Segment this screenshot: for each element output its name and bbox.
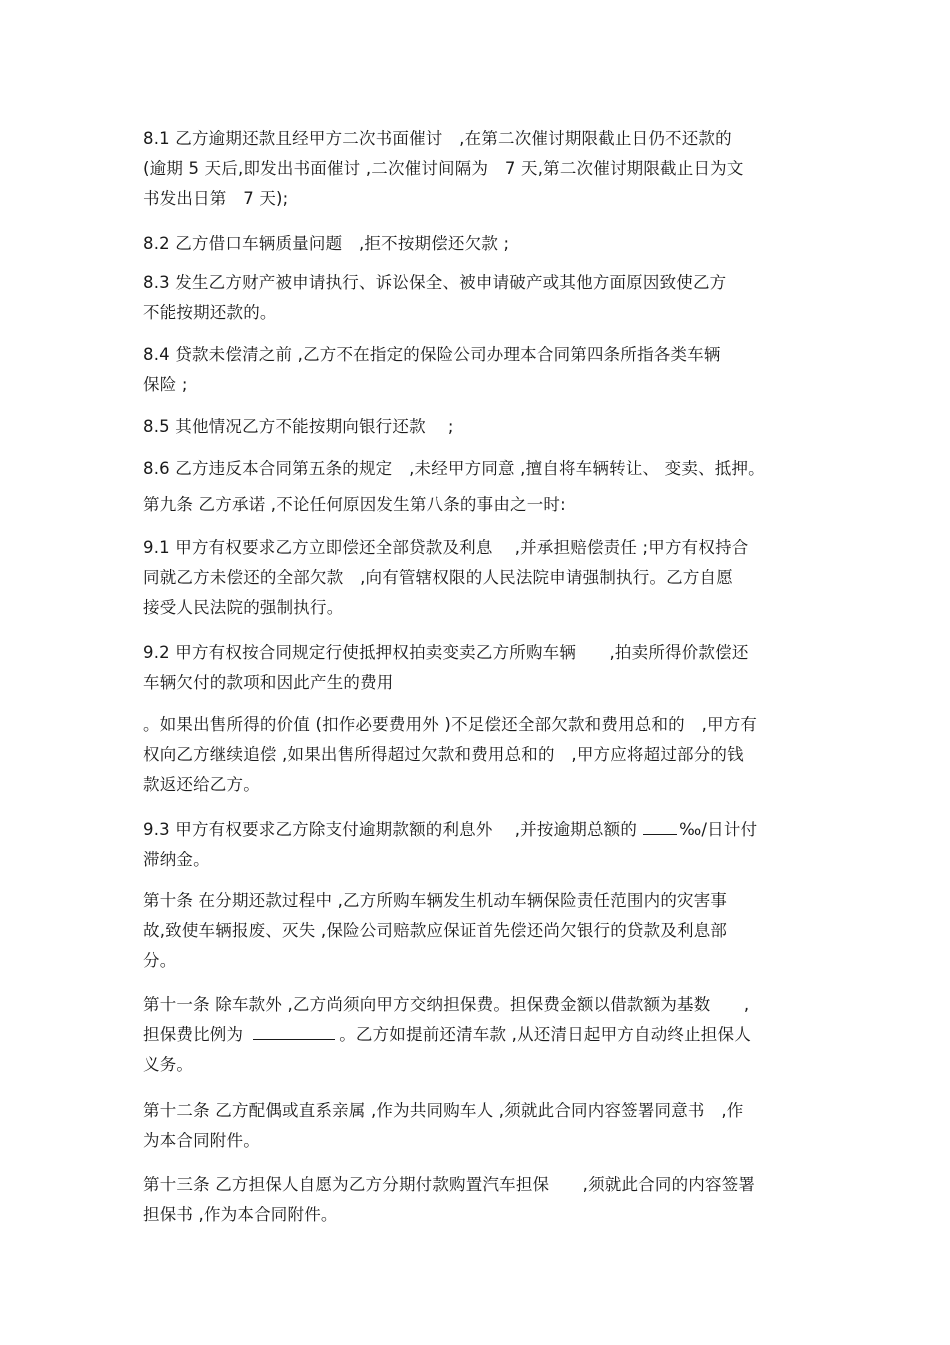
article-9 bbox=[143, 490, 813, 520]
clause-8-4-line-2: 保险 ; bbox=[143, 375, 188, 394]
article-12-line-2: 为本合同附件。 bbox=[143, 1131, 260, 1150]
clause-9-2-line-2: 车辆欠付的款项和因此产生的费用 bbox=[143, 673, 394, 692]
guarantee-fee-ratio-blank bbox=[253, 1021, 335, 1040]
clause-8-1 bbox=[143, 124, 813, 214]
clause-9-2 bbox=[143, 638, 813, 698]
article-11-text-after-blank: 。乙方如提前还清车款 ,从还清日起甲方自动终止担保人 bbox=[339, 1025, 751, 1044]
clause-9-3-line-1 bbox=[143, 815, 813, 845]
clause-8-4 bbox=[143, 340, 813, 400]
article-11-line-1: 第十一条 除车款外 ,乙方尚须向甲方交纳担保费。担保费金额以借款额为基数 , bbox=[143, 995, 750, 1014]
clause-8-3-line-1: 8.3 发生乙方财产被申请执行、诉讼保全、被申请破产或其他方面原因致使乙方 bbox=[143, 273, 727, 292]
clause-8-6 bbox=[143, 454, 813, 484]
article-10-line-1: 第十条 在分期还款过程中 ,乙方所购车辆发生机动车辆保险责任范围内的灾害事 bbox=[143, 891, 728, 910]
article-11-line-3: 义务。 bbox=[143, 1055, 194, 1074]
clause-8-5-line-1: 8.5 其他情况乙方不能按期向银行还款 ; bbox=[143, 417, 454, 436]
article-12-line-1: 第十二条 乙方配偶或直系亲属 ,作为共同购车人 ,须就此合同内容签署同意书 ,作 bbox=[143, 1101, 744, 1120]
article-13 bbox=[143, 1170, 813, 1230]
clause-9-3-text-before-blank: 9.3 甲方有权要求乙方除支付逾期款额的利息外 ,并按逾期总额的 bbox=[143, 820, 638, 839]
clause-9-3-line-2: 滞纳金。 bbox=[143, 850, 210, 869]
clause-8-3-line-2: 不能按期还款的。 bbox=[143, 303, 277, 322]
article-13-line-1: 第十三条 乙方担保人自愿为乙方分期付款购置汽车担保 ,须就此合同的内容签署 bbox=[143, 1175, 756, 1194]
clause-8-1-line-2: (逾期 5 天后,即发出书面催讨 ,二次催讨间隔为 7 天,第二次催讨期限截止日为文 bbox=[143, 159, 744, 178]
article-9-line-1: 第九条 乙方承诺 ,不论任何原因发生第八条的事由之一时: bbox=[143, 495, 566, 514]
clause-8-1-line-1: 8.1 乙方逾期还款且经甲方二次书面催讨 ,在第二次催讨期限截止日仍不还款的 bbox=[143, 129, 732, 148]
article-10-line-2: 故,致使车辆报废、灭失 ,保险公司赔款应保证首先偿还尚欠银行的贷款及利息部 bbox=[143, 921, 728, 940]
penalty-rate-blank bbox=[643, 816, 677, 835]
article-10-line-3: 分。 bbox=[143, 951, 177, 970]
article-13-line-2: 担保书 ,作为本合同附件。 bbox=[143, 1205, 338, 1224]
article-11-text-before-blank: 担保费比例为 bbox=[143, 1025, 244, 1044]
article-11 bbox=[143, 990, 813, 1080]
clause-9-2-line-1: 9.2 甲方有权按合同规定行使抵押权拍卖变卖乙方所购车辆 ,拍卖所得价款偿还 bbox=[143, 643, 749, 662]
clause-9-1 bbox=[143, 533, 813, 623]
clause-9-1-line-2: 同就乙方未偿还的全部欠款 ,向有管辖权限的人民法院申请强制执行。乙方自愿 bbox=[143, 568, 733, 587]
clause-8-4-line-1: 8.4 贷款未偿清之前 ,乙方不在指定的保险公司办理本合同第四条所指各类车辆 bbox=[143, 345, 721, 364]
clause-9-2-continued-line-2: 权向乙方继续追偿 ,如果出售所得超过欠款和费用总和的 ,甲方应将超过部分的钱 bbox=[143, 745, 744, 764]
clause-9-2-continued-line-3: 款返还给乙方。 bbox=[143, 775, 260, 794]
article-10 bbox=[143, 886, 813, 976]
clause-8-2 bbox=[143, 229, 813, 259]
article-12 bbox=[143, 1096, 813, 1156]
clause-8-6-line-1: 8.6 乙方违反本合同第五条的规定 ,未经甲方同意 ,擅自将车辆转让、 变卖、抵押。 bbox=[143, 459, 765, 478]
article-11-line-2 bbox=[143, 1020, 813, 1050]
clause-8-5 bbox=[143, 412, 813, 442]
clause-9-3 bbox=[143, 815, 813, 875]
clause-9-2-continued-line-1: 。如果出售所得的价值 (扣作必要费用外 )不足偿还全部欠款和费用总和的 ,甲方有 bbox=[143, 715, 758, 734]
clause-8-2-line-1: 8.2 乙方借口车辆质量问题 ,拒不按期偿还欠款 ; bbox=[143, 234, 510, 253]
clause-9-2-continued bbox=[143, 710, 813, 800]
clause-8-1-line-3: 书发出日第 7 天); bbox=[143, 189, 289, 208]
clause-9-1-line-3: 接受人民法院的强制执行。 bbox=[143, 598, 344, 617]
clause-9-3-text-after-blank: ‰/日计付 bbox=[679, 820, 758, 839]
clause-8-3 bbox=[143, 268, 813, 328]
clause-9-1-line-1: 9.1 甲方有权要求乙方立即偿还全部贷款及利息 ,并承担赔偿责任 ;甲方有权持合 bbox=[143, 538, 749, 557]
